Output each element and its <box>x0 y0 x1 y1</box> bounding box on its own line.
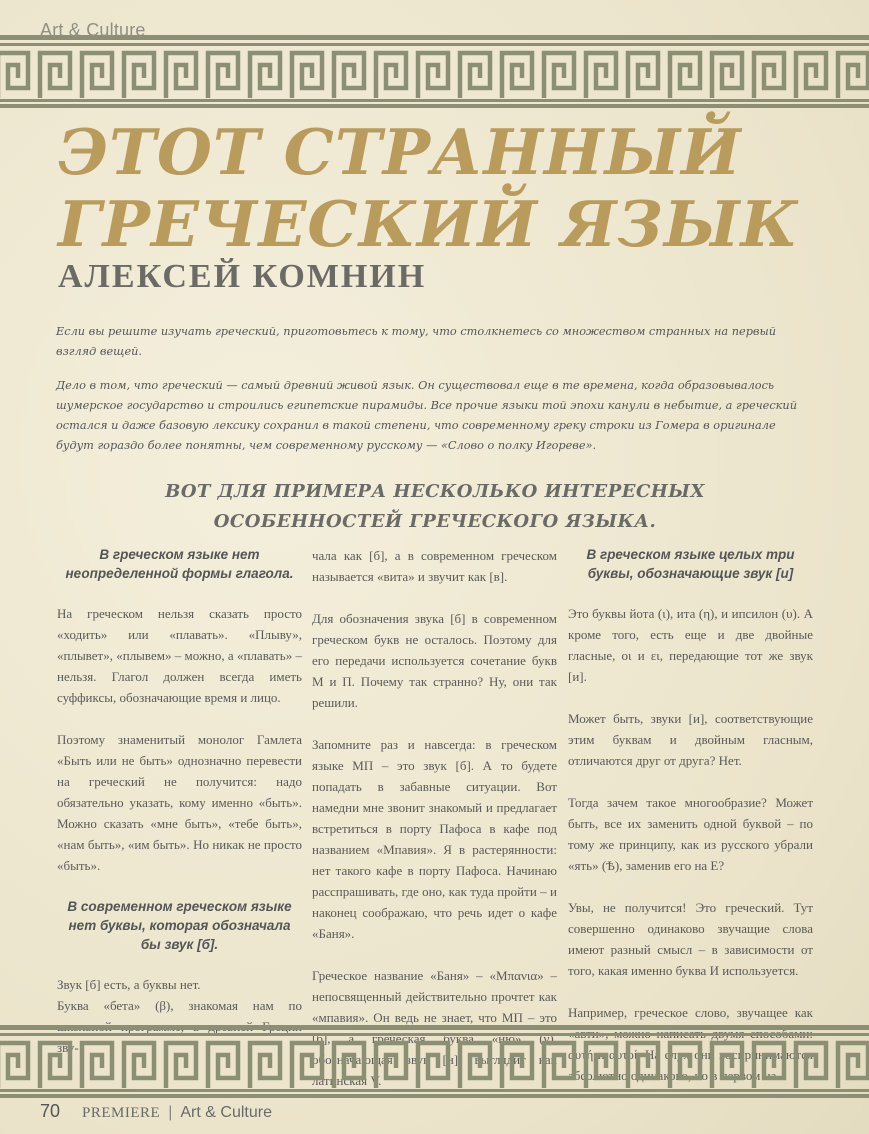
magazine-brand: PREMIERE <box>82 1105 161 1121</box>
section-tag: Art & Culture <box>40 20 146 40</box>
lead-paragraph: Дело в том, что греческий — самый древний живой язык. Он существовал еще в те времена, когда образовывалось шумерское государство и строились египетские пирамиды. Все прочие языки той эпохи канули в небытие, а греческий остался и даже базовую лексику сохранил в такой степени, что современному греку строки из Гомера в оригинале будут гораздо более понятны, чем современному русскому — «Слово о полку Игореве». <box>56 379 797 452</box>
body-paragraph: Буква «бета» (β), знакомая нам по <box>57 998 302 1013</box>
footer-section: Art & Culture <box>180 1104 272 1121</box>
body-paragraph: На греческом нельзя сказать просто «ходить» или «плавать». «Плыву», «плывет», «плывем» – можно, а «плавать» – нельзя. Глагол должен всегда иметь суффиксы, обозначающие время и лицо. <box>57 606 302 705</box>
column-heading: В современном греческом языке нет буквы, которая обозначала бы звук [б]. <box>67 899 292 952</box>
body-paragraph: Поэтому знаменитый монолог Гамлета «Быть или не быть» однозначно перевести на греческий не получится: надо обязательно указать, кому именно «быть». Можно сказать «мне быть», «тебе быть», «нам быть», «им быть». Но никак не просто «быть». <box>57 732 302 873</box>
article-column-3 <box>568 545 813 1020</box>
lead-paragraph: Если вы решите изучать греческий, приготовьтесь к тому, что столкнетесь со множеством странных на первый взгляд вещей. <box>56 325 776 358</box>
body-paragraph: чала как [б], а в современном греческом называется «вита» и звучит как [в]. <box>312 548 557 584</box>
body-paragraph: Может быть, звуки [и], соответствующие этим буквам и двойным гласным, отличаются друг от друга? Нет. <box>568 711 813 768</box>
body-paragraph: Для обозначения звука [б] в современном греческом букв не осталось. Поэтому для его передачи используется сочетание букв М и П. Почему так странно? Ну, они так решили. <box>312 611 557 710</box>
footer-separator: | <box>168 1104 173 1121</box>
body-paragraph: Увы, не получится! Это греческий. Тут совершенно одинаково звучащие слова имеют разный смысл – в зависимости от того, какая именно буква И используется. <box>568 900 813 978</box>
body-paragraph: Запомните раз и навсегда: в греческом языке МП – это звук [б]. А то будете попадать в забавные ситуации. Вот намедни мне звонит знакомый и предлагает встретиться в порту Пафоса в кафе под названием «Мпавия». Я в растерянности: нет такого кафе в порту Пафоса. Начинаю расспрашивать, где оно, как туда пройти – и наконец соображаю, что речь идет о кафе «Баня». <box>312 737 557 941</box>
page-footer <box>40 1101 272 1122</box>
body-paragraph: Например, греческое слово, звучащее как <box>568 1005 813 1020</box>
article-title: ЭТОТ СТРАННЫЙ ГРЕЧЕСКИЙ ЯЗЫК <box>58 115 799 261</box>
page-number: 70 <box>40 1101 61 1121</box>
article-column-2 <box>312 545 557 1025</box>
column-heading: В греческом языке нет неопределенной формы глагола. <box>65 547 294 581</box>
author-name: АЛЕКСЕЙ КОМНИН <box>58 258 427 295</box>
greek-key-border-bottom <box>0 1025 869 1098</box>
body-paragraph: Это буквы йота (ι), ита (η), и ипсилон (υ). А кроме того, есть еще и две двойные гласные, οι и ει, передающие тот же звук [и]. <box>568 606 813 684</box>
body-paragraph: Тогда зачем такое многообразие? Может быть, все их заменить одной буквой – по тому же принципу, как из русского убрали «ять» (Ѣ), заменив его на Е? <box>568 795 813 873</box>
article-column-1 <box>57 545 302 1015</box>
column-heading: В греческом языке целых три буквы, обозначающие звук [и] <box>586 547 795 581</box>
greek-key-border-top <box>0 35 869 108</box>
body-paragraph: Греческое название «Баня» – «Μπανια» – непосвященный действительно прочтет как «мпавия». Он ведь не знает, что МП – это <box>312 968 557 1025</box>
section-subheading: ВОТ ДЛЯ ПРИМЕРА НЕСКОЛЬКО ИНТЕРЕСНЫХ ОСОБЕННОСТЕЙ ГРЕЧЕСКОГО ЯЗЫКА. <box>165 481 705 532</box>
body-paragraph: Звук [б] есть, а буквы нет. <box>57 977 201 992</box>
